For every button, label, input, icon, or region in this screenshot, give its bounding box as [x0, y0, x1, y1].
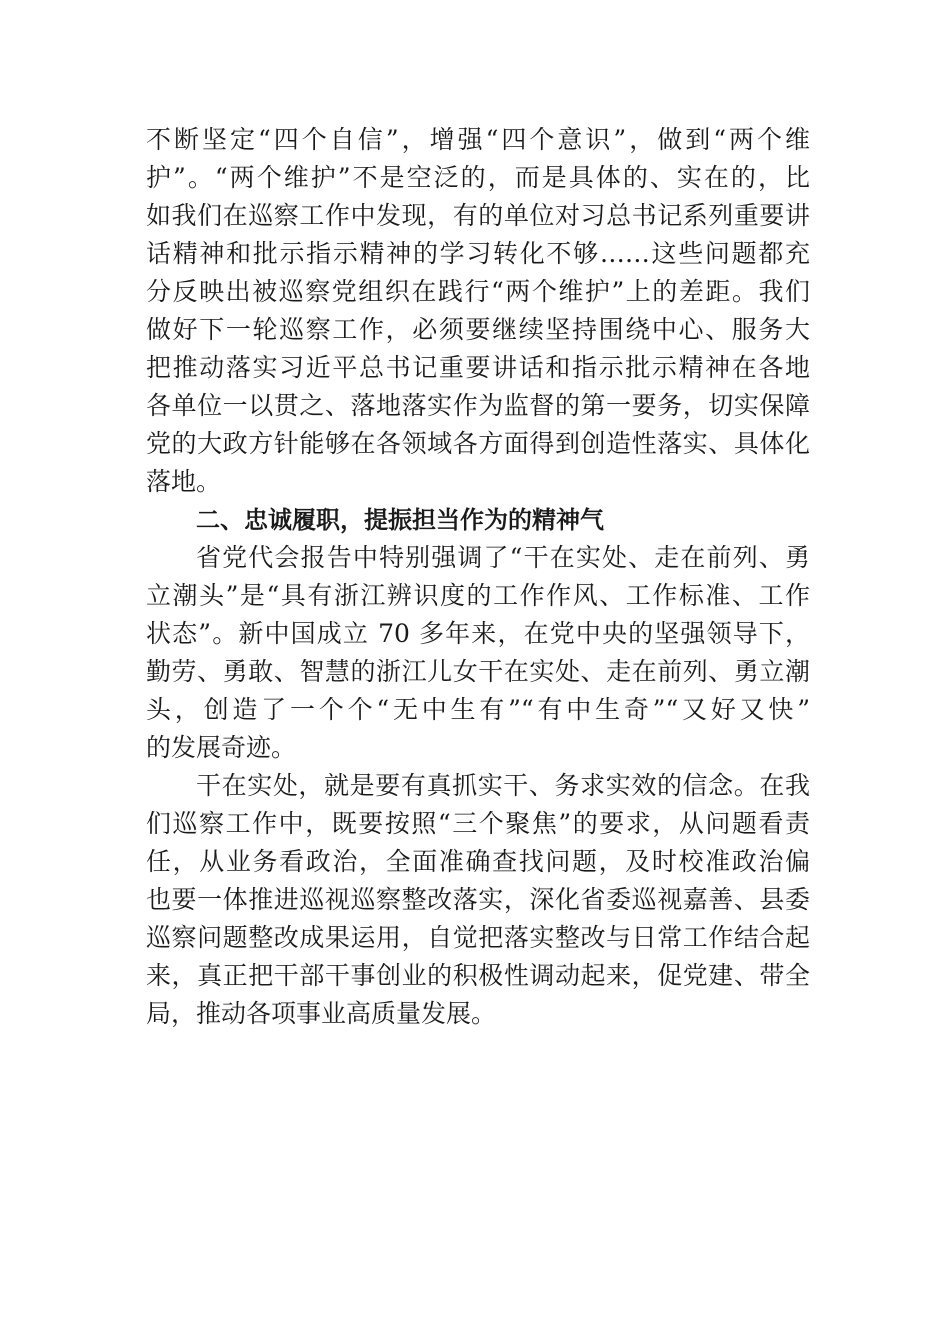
paragraph-line: 如我们在巡察工作中发现，有的单位对习总书记系列重要讲: [146, 201, 810, 230]
section-heading: 二、忠诚履职，提振担当作为的精神气: [196, 506, 604, 534]
paragraph-line: 巡察问题整改成果运用，自觉把落实整改与日常工作结合起: [146, 923, 810, 952]
paragraph-line: 把推动落实习近平总书记重要讲话和指示批示精神在各地: [146, 353, 810, 382]
paragraph-line: 任，从业务看政治，全面准确查找问题，及时校准政治偏: [146, 847, 810, 876]
paragraph-line: 局，推动各项事业高质量发展。: [146, 999, 497, 1028]
paragraph-line: 立潮头”是“具有浙江辨识度的工作作风、工作标准、工作: [146, 581, 810, 610]
paragraph-line: 的发展奇迹。: [146, 733, 297, 762]
paragraph-line: 头，创造了一个个“无中生有”“有中生奇”“又好又快”: [146, 695, 810, 724]
paragraph-line: 们巡察工作中，既要按照“三个聚焦”的要求，从问题看责: [146, 809, 810, 838]
paragraph-line: 护”。“两个维护”不是空泛的，而是具体的、实在的，比: [146, 163, 810, 192]
paragraph-line: 分反映出被巡察党组织在践行“两个维护”上的差距。我们: [146, 277, 810, 306]
paragraph-line: 省党代会报告中特别强调了“干在实处、走在前列、勇: [196, 543, 810, 572]
paragraph-3: [146, 767, 810, 1033]
paragraph-line: 各单位一以贯之、落地落实作为监督的第一要务，切实保障: [146, 391, 810, 420]
paragraph-line: 干在实处，就是要有真抓实干、务求实效的信念。在我: [196, 771, 810, 800]
paragraph-2: [146, 539, 810, 767]
paragraph-1: [146, 121, 810, 501]
paragraph-line: 勤劳、勇敢、智慧的浙江儿女干在实处、走在前列、勇立潮: [146, 657, 810, 686]
paragraph-line: 来，真正把干部干事创业的积极性调动起来，促党建、带全: [146, 961, 810, 990]
paragraph-line: 话精神和批示指示精神的学习转化不够……这些问题都充: [146, 239, 810, 268]
paragraph-line: 状态”。新中国成立 70 多年来，在党中央的坚强领导下，: [146, 619, 810, 648]
document-body: [146, 121, 810, 1033]
paragraph-line: 做好下一轮巡察工作，必须要继续坚持围绕中心、服务大: [146, 315, 810, 344]
paragraph-line: 不断坚定“四个自信”，增强“四个意识”，做到“两个维: [146, 125, 810, 154]
paragraph-line: 也要一体推进巡视巡察整改落实，深化省委巡视嘉善、县委: [146, 885, 810, 914]
paragraph-line: 党的大政方针能够在各领域各方面得到创造性落实、具体化: [146, 429, 810, 458]
paragraph-line: 落地。: [146, 467, 222, 496]
